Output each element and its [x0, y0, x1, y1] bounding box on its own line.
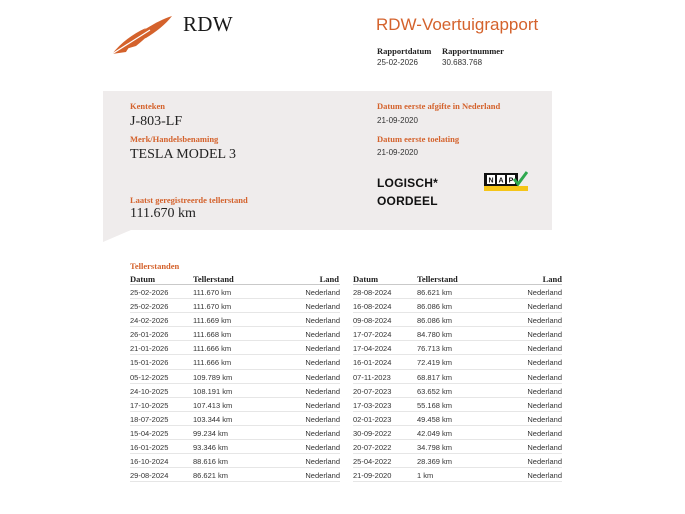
row-country: Nederland — [305, 471, 340, 481]
left-odometer-table — [130, 285, 340, 482]
verdict-line-2: OORDEEL — [377, 194, 438, 208]
row-reading: 88.616 km — [193, 457, 229, 467]
table-row — [130, 384, 340, 398]
table-row — [130, 454, 340, 468]
row-date: 02-01-2023 — [353, 414, 392, 424]
row-country: Nederland — [527, 302, 562, 312]
row-reading: 111.670 km — [193, 288, 232, 297]
row-country: Nederland — [527, 288, 562, 297]
row-country: Nederland — [305, 414, 340, 424]
row-date: 29-08-2024 — [130, 471, 169, 481]
row-reading: 86.086 km — [417, 316, 453, 326]
row-date: 16-10-2024 — [130, 457, 169, 467]
row-country: Nederland — [527, 358, 562, 368]
table-row — [353, 285, 562, 299]
nap-letter-a: A — [498, 177, 504, 185]
row-country: Nederland — [527, 386, 562, 396]
row-country: Nederland — [305, 316, 340, 326]
table-row — [353, 341, 562, 355]
row-country: Nederland — [305, 330, 340, 340]
report-title: RDW-Voertuigrapport — [376, 15, 539, 34]
table-row — [353, 370, 562, 384]
row-reading: 76.713 km — [417, 344, 453, 354]
row-reading: 109.789 km — [193, 372, 233, 382]
row-date: 09-08-2024 — [353, 316, 392, 326]
right-col-date-header: Datum — [353, 274, 379, 284]
row-reading: 55.168 km — [417, 400, 453, 410]
odometer-history-title: Tellerstanden — [130, 261, 180, 271]
row-reading: 72.419 km — [417, 358, 453, 368]
table-row — [353, 398, 562, 412]
first-nl-value: 21-09-2020 — [377, 116, 418, 125]
table-row — [130, 341, 340, 355]
row-date: 20-07-2023 — [353, 386, 392, 396]
table-row — [130, 468, 340, 482]
right-col-reading-header: Tellerstand — [417, 274, 458, 284]
row-country: Nederland — [305, 400, 340, 410]
row-reading: 86.086 km — [417, 302, 453, 312]
left-col-country-header: Land — [319, 274, 339, 284]
row-country: Nederland — [305, 358, 340, 368]
row-reading: 111.666 km — [193, 358, 232, 368]
make-label: Merk/Handelsbenaming — [130, 134, 219, 144]
table-row — [130, 355, 340, 369]
row-date: 17-04-2024 — [353, 344, 392, 354]
nap-check-icon — [484, 170, 528, 192]
plate-value: J-803-LF — [130, 114, 183, 129]
panel-notch — [103, 230, 131, 242]
row-date: 26-01-2026 — [130, 330, 169, 340]
row-country: Nederland — [305, 344, 340, 354]
row-country: Nederland — [527, 428, 562, 438]
row-country: Nederland — [305, 428, 340, 438]
row-country: Nederland — [527, 372, 562, 382]
brand-name: RDW — [183, 12, 233, 36]
row-reading: 68.817 km — [417, 372, 453, 382]
row-date: 21-01-2026 — [130, 344, 169, 354]
report-date-label: Rapportdatum — [377, 46, 432, 56]
row-reading: 84.780 km — [417, 330, 453, 340]
verdict-line-1: LOGISCH* — [377, 176, 438, 190]
row-date: 24-02-2026 — [130, 316, 169, 326]
row-date: 25-02-2026 — [130, 302, 169, 312]
row-reading: 49.458 km — [417, 414, 453, 424]
table-row — [130, 426, 340, 440]
table-row — [353, 412, 562, 426]
row-date: 25-02-2026 — [130, 288, 169, 297]
row-date: 30-09-2022 — [353, 428, 392, 438]
row-date: 16-01-2024 — [353, 358, 392, 368]
table-row — [130, 327, 340, 341]
table-row — [353, 299, 562, 313]
right-col-country-header: Land — [542, 274, 562, 284]
row-country: Nederland — [305, 372, 340, 382]
table-row — [353, 454, 562, 468]
row-reading: 42.049 km — [417, 428, 453, 438]
table-row — [130, 299, 340, 313]
row-country: Nederland — [527, 443, 562, 453]
row-country: Nederland — [305, 288, 340, 297]
row-country: Nederland — [527, 330, 562, 340]
row-date: 18-07-2025 — [130, 414, 169, 424]
table-row — [130, 398, 340, 412]
first-nl-label: Datum eerste afgifte in Nederland — [377, 101, 501, 111]
row-date: 07-11-2023 — [353, 372, 391, 382]
table-row — [130, 285, 340, 299]
row-reading: 111.669 km — [193, 316, 232, 326]
right-odometer-table — [353, 285, 562, 482]
row-reading: 108.191 km — [193, 386, 233, 396]
table-row — [353, 426, 562, 440]
make-value: TESLA MODEL 3 — [130, 147, 237, 162]
row-reading: 34.798 km — [417, 443, 453, 453]
table-row — [353, 327, 562, 341]
odometer-label: Laatst geregistreerde tellerstand — [130, 195, 248, 205]
table-row — [130, 412, 340, 426]
table-row — [353, 468, 562, 482]
row-country: Nederland — [527, 414, 562, 424]
first-admit-value: 21-09-2020 — [377, 148, 418, 157]
table-row — [353, 384, 562, 398]
row-date: 17-07-2024 — [353, 330, 392, 340]
row-date: 16-08-2024 — [353, 302, 392, 312]
left-col-date-header: Datum — [130, 274, 156, 284]
row-date: 25-04-2022 — [353, 457, 392, 467]
odometer-value: 111.670 km — [130, 206, 196, 221]
table-row — [353, 355, 562, 369]
report-number: 30.683.768 — [442, 58, 483, 67]
row-reading: 93.346 km — [193, 443, 229, 453]
row-date: 24-10-2025 — [130, 386, 169, 396]
row-date: 15-01-2026 — [130, 358, 169, 368]
row-date: 28-08-2024 — [353, 288, 392, 297]
table-row — [353, 313, 562, 327]
first-admit-label: Datum eerste toelating — [377, 134, 460, 144]
row-country: Nederland — [527, 457, 562, 467]
row-reading: 28.369 km — [417, 457, 453, 467]
report-date: 25-02-2026 — [377, 58, 418, 67]
nap-letter-p: P — [508, 177, 514, 185]
row-reading: 86.621 km — [193, 471, 229, 481]
row-date: 20-07-2022 — [353, 443, 392, 453]
row-country: Nederland — [527, 344, 562, 354]
table-row — [130, 440, 340, 454]
row-reading: 99.234 km — [193, 428, 229, 438]
row-country: Nederland — [305, 457, 340, 467]
row-reading: 1 km — [417, 471, 434, 481]
row-reading: 111.666 km — [193, 344, 232, 354]
row-country: Nederland — [527, 400, 562, 410]
row-country: Nederland — [305, 443, 340, 453]
row-date: 05-12-2025 — [130, 372, 169, 382]
row-country: Nederland — [305, 386, 340, 396]
table-row — [130, 313, 340, 327]
rdw-logo — [110, 14, 174, 56]
table-row — [130, 370, 340, 384]
left-col-reading-header: Tellerstand — [193, 274, 234, 284]
row-reading: 86.621 km — [417, 288, 453, 297]
row-country: Nederland — [527, 316, 562, 326]
row-reading: 103.344 km — [193, 414, 233, 424]
row-date: 17-10-2025 — [130, 400, 169, 410]
row-reading: 111.668 km — [193, 330, 232, 340]
row-date: 17-03-2023 — [353, 400, 392, 410]
row-reading: 107.413 km — [193, 400, 233, 410]
row-reading: 111.670 km — [193, 302, 232, 312]
row-date: 16-01-2025 — [130, 443, 169, 453]
table-row — [353, 440, 562, 454]
row-date: 15-04-2025 — [130, 428, 169, 438]
row-country: Nederland — [305, 302, 340, 312]
report-number-label: Rapportnummer — [442, 46, 504, 56]
row-reading: 63.652 km — [417, 386, 453, 396]
row-date: 21-09-2020 — [353, 471, 392, 481]
nap-letter-n: N — [488, 177, 494, 185]
plate-label: Kenteken — [130, 101, 165, 111]
row-country: Nederland — [527, 471, 562, 481]
